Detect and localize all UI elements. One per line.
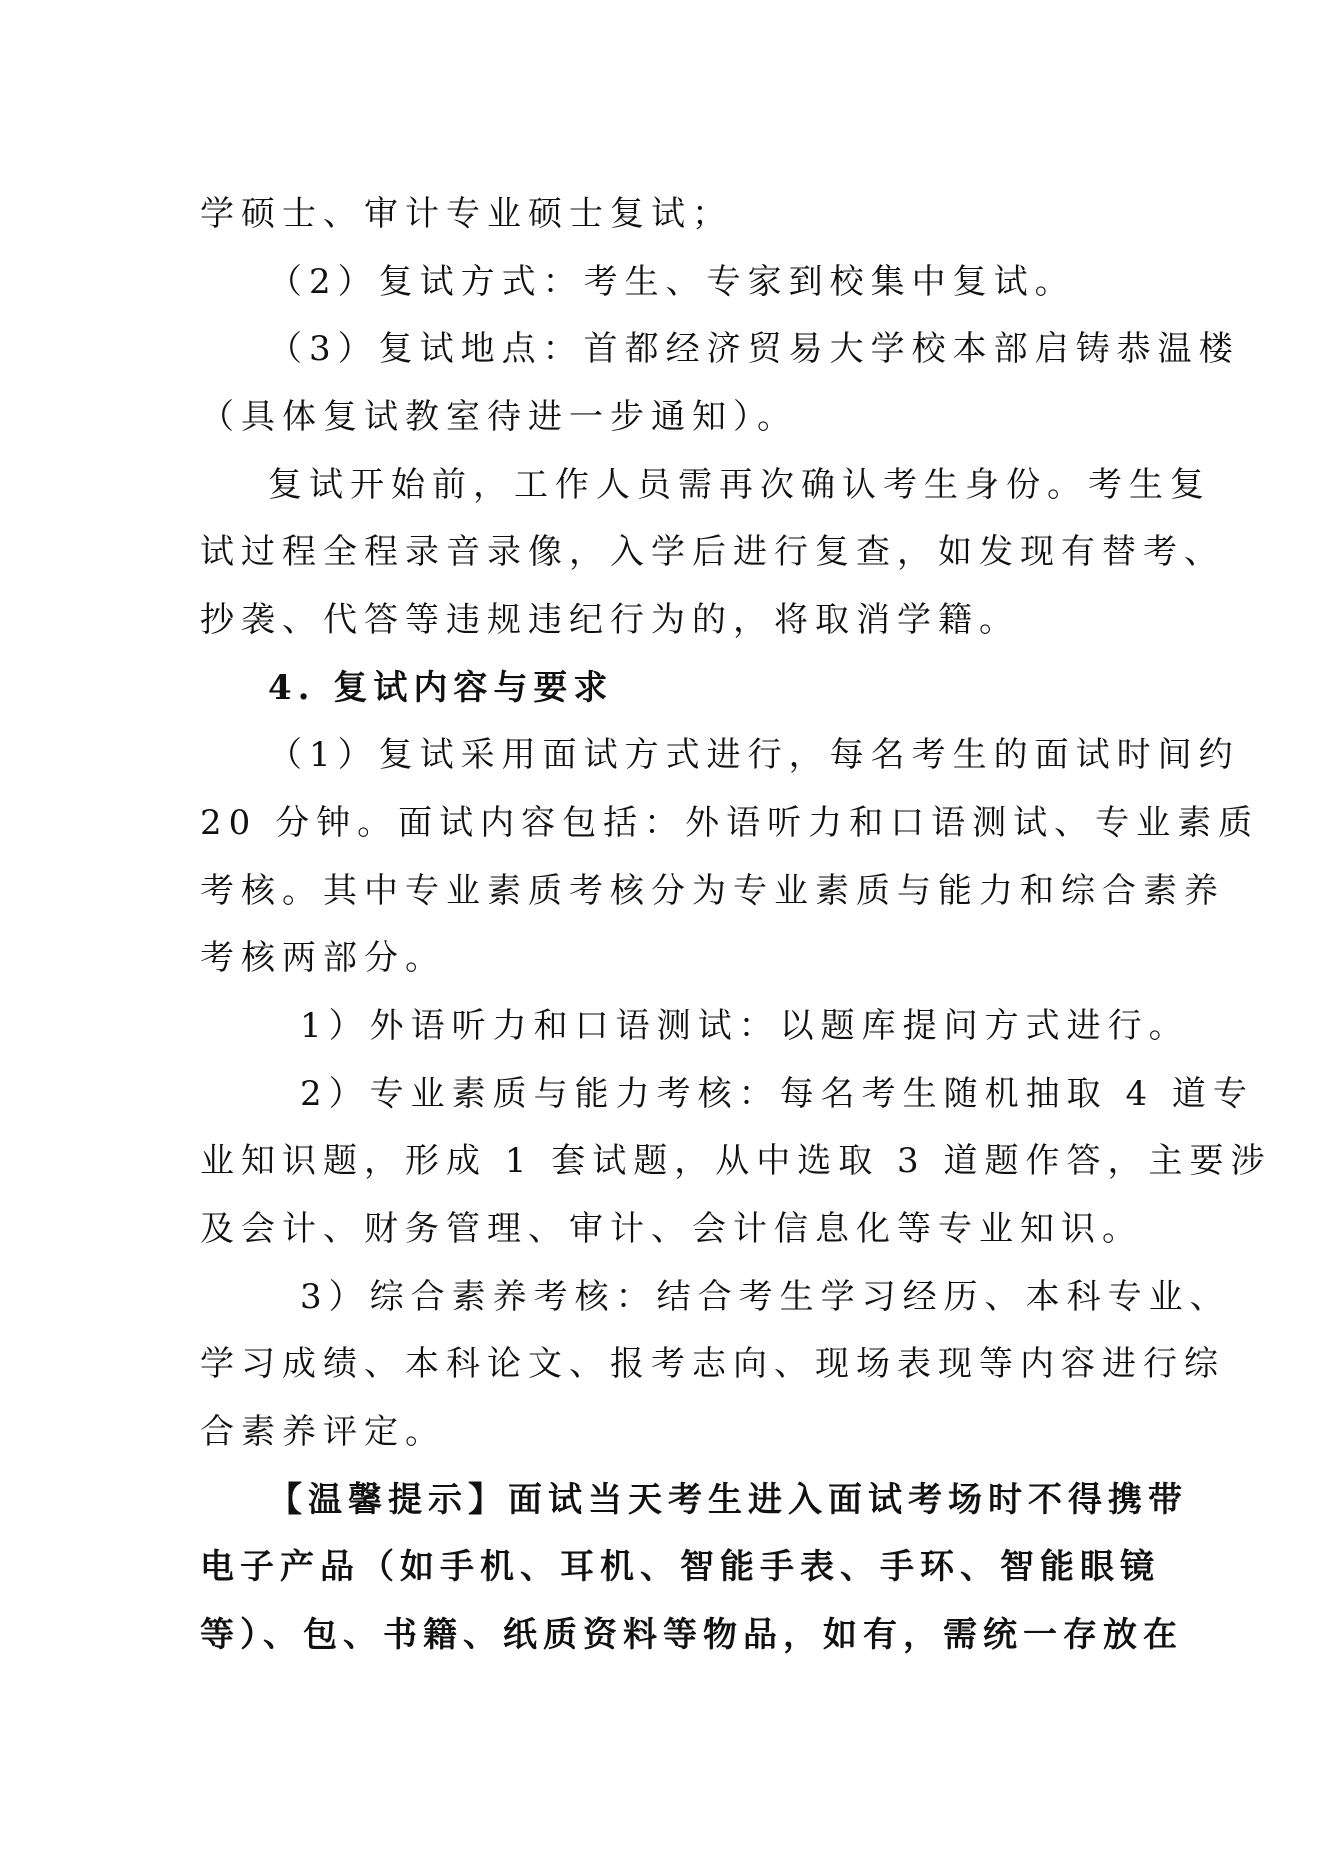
paragraph-line: 1）外语听力和口语测试：以题库提问方式进行。 bbox=[300, 1006, 1190, 1046]
paragraph-line: 3）综合素养考核：结合考生学习经历、本科专业、 bbox=[300, 1277, 1231, 1317]
paragraph-line: 试过程全程录音录像，入学后进行复查，如发现有替考、 bbox=[200, 532, 1225, 572]
paragraph-line: 20 分钟。面试内容包括：外语听力和口语测试、专业素质 bbox=[200, 803, 1260, 843]
paragraph-line: 业知识题，形成 1 套试题，从中选取 3 道题作答，主要涉 bbox=[200, 1141, 1272, 1181]
notice-line: 等）、包、书籍、纸质资料等物品，如有，需统一存放在 bbox=[200, 1615, 1183, 1655]
paragraph-line: （3）复试地点：首都经济贸易大学校本部启铸恭温楼 bbox=[268, 329, 1240, 369]
paragraph-line: 2）专业素质与能力考核：每名考生随机抽取 4 道专 bbox=[300, 1074, 1254, 1114]
paragraph-line: （具体复试教室待进一步通知）。 bbox=[200, 397, 798, 437]
paragraph-line: 合素养评定。 bbox=[200, 1412, 446, 1452]
paragraph-line: （1）复试采用面试方式进行，每名考生的面试时间约 bbox=[268, 735, 1240, 775]
paragraph-line: 抄袭、代答等违规违纪行为的，将取消学籍。 bbox=[200, 600, 1020, 640]
paragraph-line: 学硕士、审计专业硕士复试； bbox=[200, 194, 733, 234]
section-heading: 4. 复试内容与要求 bbox=[268, 668, 614, 708]
paragraph-line: 考核。其中专业素质考核分为专业素质与能力和综合素养 bbox=[200, 871, 1225, 911]
paragraph-line: 及会计、财务管理、审计、会计信息化等专业知识。 bbox=[200, 1209, 1143, 1249]
paragraph-line: （2）复试方式：考生、专家到校集中复试。 bbox=[268, 262, 1076, 302]
paragraph-line: 复试开始前，工作人员需再次确认考生身份。考生复 bbox=[268, 465, 1211, 505]
notice-line: 【温馨提示】面试当天考生进入面试考场时不得携带 bbox=[268, 1480, 1188, 1520]
paragraph-line: 学习成绩、本科论文、报考志向、现场表现等内容进行综 bbox=[200, 1344, 1225, 1384]
paragraph-line: 考核两部分。 bbox=[200, 938, 446, 978]
notice-line: 电子产品（如手机、耳机、智能手表、手环、智能眼镜 bbox=[200, 1547, 1160, 1587]
